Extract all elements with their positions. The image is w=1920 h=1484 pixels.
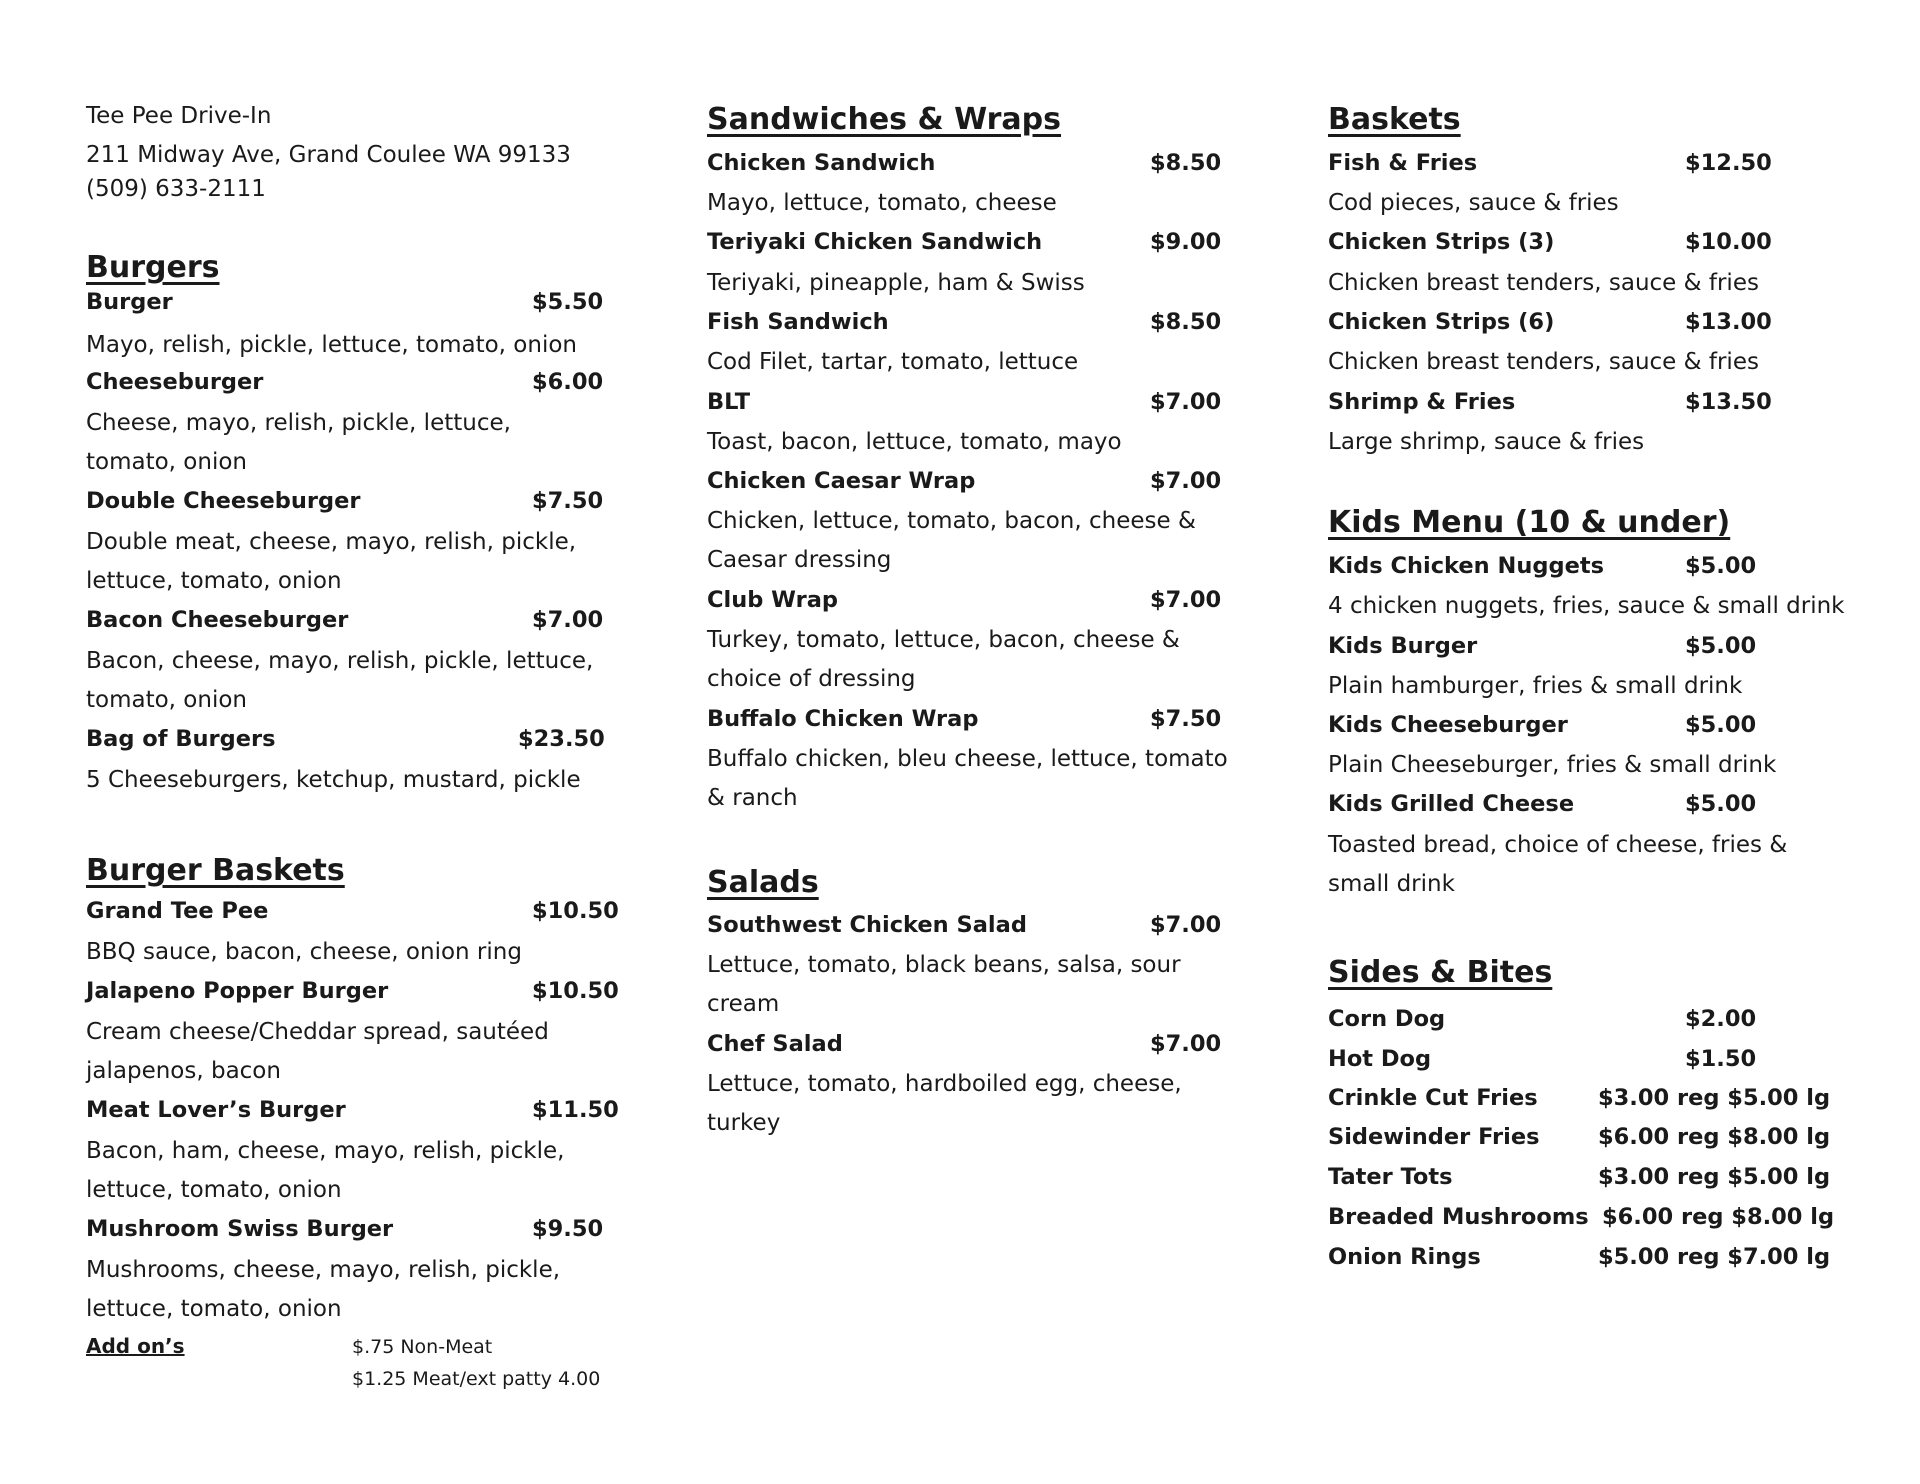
item-price: $7.00 <box>1150 1031 1222 1057</box>
item-description: Cod Filet, tartar, tomato, lettuce <box>707 349 1079 375</box>
item-name: Cheeseburger <box>86 369 264 395</box>
item-description: Cod pieces, sauce & fries <box>1328 190 1619 216</box>
item-price: $9.50 <box>532 1216 604 1242</box>
section-title-sandwiches: Sandwiches & Wraps <box>707 102 1062 137</box>
item-name: Tater Tots <box>1328 1164 1453 1190</box>
addon-price: $.75 Non-Meat <box>352 1336 493 1358</box>
item-description: BBQ sauce, bacon, cheese, onion ring <box>86 939 522 965</box>
addons-label: Add on’s <box>86 1334 185 1358</box>
item-price: $6.00 reg $8.00 lg <box>1598 1124 1831 1150</box>
item-name: Chicken Caesar Wrap <box>707 468 976 494</box>
item-name: Kids Grilled Cheese <box>1328 791 1575 817</box>
item-name: Fish Sandwich <box>707 309 889 335</box>
item-description: Mayo, lettuce, tomato, cheese <box>707 190 1057 216</box>
addon-price: $1.25 Meat/ext patty 4.00 <box>352 1368 601 1390</box>
item-price: $3.00 reg $5.00 lg <box>1598 1085 1831 1111</box>
item-description: Lettuce, tomato, black beans, salsa, sour cream <box>707 952 1181 1017</box>
item-price: $7.00 <box>1150 912 1222 938</box>
item-name: Hot Dog <box>1328 1046 1432 1072</box>
item-description: Bacon, cheese, mayo, relish, pickle, lettuce, tomato, onion <box>86 648 594 713</box>
item-description: Toast, bacon, lettuce, tomato, mayo <box>707 429 1122 455</box>
item-name: Fish & Fries <box>1328 150 1478 176</box>
item-name: Buffalo Chicken Wrap <box>707 706 979 732</box>
item-description: Chicken breast tenders, sauce & fries <box>1328 270 1759 296</box>
item-price: $8.50 <box>1150 309 1222 335</box>
item-price: $5.50 <box>532 289 604 315</box>
restaurant-name: Tee Pee Drive-In <box>86 103 272 129</box>
item-description: 5 Cheeseburgers, ketchup, mustard, pickle <box>86 767 581 793</box>
section-title-baskets: Baskets <box>1328 102 1461 137</box>
item-description: Toasted bread, choice of cheese, fries & small drink <box>1328 832 1788 897</box>
item-price: $8.50 <box>1150 150 1222 176</box>
section-title-sides: Sides & Bites <box>1328 955 1553 990</box>
item-name: Meat Lover’s Burger <box>86 1097 346 1123</box>
item-name: Double Cheeseburger <box>86 488 361 514</box>
item-name: Chef Salad <box>707 1031 843 1057</box>
item-description: Teriyaki, pineapple, ham & Swiss <box>707 270 1085 296</box>
section-title-burgers: Burgers <box>86 250 220 285</box>
item-name: Chicken Strips (6) <box>1328 309 1555 335</box>
item-description: Turkey, tomato, lettuce, bacon, cheese & choice of dressing <box>707 627 1180 692</box>
item-name: Onion Rings <box>1328 1244 1481 1270</box>
item-name: Club Wrap <box>707 587 838 613</box>
item-price: $9.00 <box>1150 229 1222 255</box>
item-name: Bag of Burgers <box>86 726 276 752</box>
item-price: $13.50 <box>1685 389 1772 415</box>
item-price: $13.00 <box>1685 309 1772 335</box>
item-price: $23.50 <box>518 726 605 752</box>
item-price: $7.00 <box>532 607 604 633</box>
item-description: Double meat, cheese, mayo, relish, pickle, lettuce, tomato, onion <box>86 529 577 594</box>
item-name: Kids Chicken Nuggets <box>1328 553 1604 579</box>
item-price: $1.50 <box>1685 1046 1757 1072</box>
item-description: Cream cheese/Cheddar spread, sautéed jalapenos, bacon <box>86 1019 549 1084</box>
item-name: Breaded Mushrooms <box>1328 1204 1589 1230</box>
item-name: Kids Cheeseburger <box>1328 712 1568 738</box>
item-price: $5.00 <box>1685 712 1757 738</box>
item-description: Plain hamburger, fries & small drink <box>1328 673 1743 699</box>
item-name: Corn Dog <box>1328 1006 1446 1032</box>
item-name: Sidewinder Fries <box>1328 1124 1540 1150</box>
item-price: $3.00 reg $5.00 lg <box>1598 1164 1831 1190</box>
section-title-salads: Salads <box>707 865 819 900</box>
item-name: Shrimp & Fries <box>1328 389 1516 415</box>
item-price: $2.00 <box>1685 1006 1757 1032</box>
item-name: Mushroom Swiss Burger <box>86 1216 394 1242</box>
item-description: Cheese, mayo, relish, pickle, lettuce, tomato, onion <box>86 410 511 475</box>
item-name: Southwest Chicken Salad <box>707 912 1027 938</box>
item-description: Mayo, relish, pickle, lettuce, tomato, onion <box>86 332 577 358</box>
restaurant-address: 211 Midway Ave, Grand Coulee WA 99133 <box>86 142 571 168</box>
item-name: Chicken Sandwich <box>707 150 936 176</box>
item-price: $7.00 <box>1150 389 1222 415</box>
item-price: $7.50 <box>532 488 604 514</box>
item-description: Chicken breast tenders, sauce & fries <box>1328 349 1759 375</box>
item-description: Lettuce, tomato, hardboiled egg, cheese, turkey <box>707 1071 1182 1136</box>
item-name: Bacon Cheeseburger <box>86 607 349 633</box>
item-price: $6.00 reg $8.00 lg <box>1602 1204 1835 1230</box>
item-name: Kids Burger <box>1328 633 1478 659</box>
item-price: $5.00 <box>1685 553 1757 579</box>
item-price: $5.00 <box>1685 633 1757 659</box>
item-description: Mushrooms, cheese, mayo, relish, pickle, lettuce, tomato, onion <box>86 1257 561 1322</box>
item-price: $7.50 <box>1150 706 1222 732</box>
item-name: Crinkle Cut Fries <box>1328 1085 1538 1111</box>
item-price: $5.00 reg $7.00 lg <box>1598 1244 1831 1270</box>
item-name: Teriyaki Chicken Sandwich <box>707 229 1043 255</box>
item-description: Buffalo chicken, bleu cheese, lettuce, tomato & ranch <box>707 746 1228 811</box>
item-name: Burger <box>86 289 173 315</box>
item-name: Chicken Strips (3) <box>1328 229 1555 255</box>
item-price: $7.00 <box>1150 587 1222 613</box>
item-name: BLT <box>707 389 751 415</box>
item-name: Jalapeno Popper Burger <box>86 978 389 1004</box>
section-title-kids-menu: Kids Menu (10 & under) <box>1328 505 1731 540</box>
item-price: $10.00 <box>1685 229 1772 255</box>
item-description: 4 chicken nuggets, fries, sauce & small drink <box>1328 593 1845 619</box>
item-price: $12.50 <box>1685 150 1772 176</box>
item-price: $5.00 <box>1685 791 1757 817</box>
item-description: Chicken, lettuce, tomato, bacon, cheese & Caesar dressing <box>707 508 1196 573</box>
restaurant-phone: (509) 633-2111 <box>86 176 266 202</box>
item-description: Large shrimp, sauce & fries <box>1328 429 1645 455</box>
item-price: $7.00 <box>1150 468 1222 494</box>
section-title-burger-baskets: Burger Baskets <box>86 853 345 888</box>
item-description: Bacon, ham, cheese, mayo, relish, pickle, lettuce, tomato, onion <box>86 1138 565 1203</box>
item-price: $10.50 <box>532 978 619 1004</box>
item-price: $6.00 <box>532 369 604 395</box>
item-price: $10.50 <box>532 898 619 924</box>
item-name: Grand Tee Pee <box>86 898 269 924</box>
item-description: Plain Cheeseburger, fries & small drink <box>1328 752 1777 778</box>
item-price: $11.50 <box>532 1097 619 1123</box>
